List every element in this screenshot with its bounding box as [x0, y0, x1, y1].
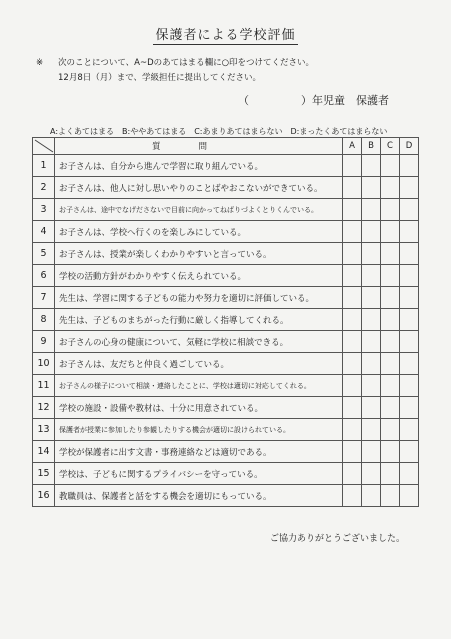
question-text: 先生は、学習に関する子どもの能力や努力を適切に評価している。 [55, 287, 343, 309]
table-row [33, 155, 419, 177]
question-number: 9 [33, 331, 55, 353]
question-text: 教職員は、保護者と話をする機会を適切にもっている。 [55, 485, 343, 507]
table-row [33, 353, 419, 375]
grade-close-paren: ） [301, 94, 312, 107]
answer-cell-a[interactable] [343, 287, 362, 309]
answer-cell-b[interactable] [362, 177, 381, 199]
answer-cell-d[interactable] [400, 265, 419, 287]
answer-cell-a[interactable] [343, 397, 362, 419]
header-col-c: C [381, 138, 400, 155]
table-row [33, 265, 419, 287]
table-header-row [33, 138, 419, 155]
table-row [33, 309, 419, 331]
answer-cell-c[interactable] [381, 441, 400, 463]
answer-cell-c[interactable] [381, 375, 400, 397]
header-question: 質問 [55, 138, 343, 155]
header-col-d: D [400, 138, 419, 155]
question-text: 学校は、子どもに関するプライバシーを守っている。 [55, 463, 343, 485]
question-text: お子さんの様子について相談・連絡したことに、学校は適切に対応してくれる。 [55, 375, 343, 397]
answer-cell-a[interactable] [343, 199, 362, 221]
answer-cell-b[interactable] [362, 265, 381, 287]
answer-cell-d[interactable] [400, 221, 419, 243]
header-corner-cell [33, 138, 55, 155]
answer-cell-b[interactable] [362, 485, 381, 507]
question-text: 学校の活動方針がわかりやすく伝えられている。 [55, 265, 343, 287]
answer-cell-a[interactable] [343, 221, 362, 243]
question-text: 先生は、子どものまちがった行動に厳しく指導してくれる。 [55, 309, 343, 331]
answer-cell-b[interactable] [362, 287, 381, 309]
question-number: 10 [33, 353, 55, 375]
instruction-line-2: 12月8日（月）まで、学級担任に提出してください。 [58, 73, 262, 83]
question-text: 学校が保護者に出す文書・事務連絡などは適切である。 [55, 441, 343, 463]
table-row [33, 287, 419, 309]
question-number: 14 [33, 441, 55, 463]
table-row [33, 419, 419, 441]
question-text: 保護者が授業に参加したり参観したりする機会が適切に設けられている。 [55, 419, 343, 441]
answer-cell-a[interactable] [343, 155, 362, 177]
answer-cell-c[interactable] [381, 419, 400, 441]
answer-cell-d[interactable] [400, 177, 419, 199]
question-number: 7 [33, 287, 55, 309]
answer-cell-a[interactable] [343, 419, 362, 441]
answer-cell-b[interactable] [362, 199, 381, 221]
question-number: 5 [33, 243, 55, 265]
table-row [33, 199, 419, 221]
note-mark: ※ [36, 58, 44, 68]
answer-cell-c[interactable] [381, 155, 400, 177]
header-col-b: B [362, 138, 381, 155]
answer-cell-b[interactable] [362, 441, 381, 463]
table-row [33, 441, 419, 463]
question-number: 8 [33, 309, 55, 331]
question-text: 学校の施設・設備や教材は、十分に用意されている。 [55, 397, 343, 419]
table-row [33, 243, 419, 265]
answer-cell-b[interactable] [362, 397, 381, 419]
table-row [33, 375, 419, 397]
question-number: 4 [33, 221, 55, 243]
answer-cell-a[interactable] [343, 177, 362, 199]
question-number: 13 [33, 419, 55, 441]
answer-cell-a[interactable] [343, 265, 362, 287]
question-text: お子さんは、友だちと仲良く過ごしている。 [55, 353, 343, 375]
table-row [33, 177, 419, 199]
answer-cell-a[interactable] [343, 463, 362, 485]
answer-cell-a[interactable] [343, 485, 362, 507]
answer-cell-a[interactable] [343, 331, 362, 353]
answer-cell-c[interactable] [381, 287, 400, 309]
question-number: 2 [33, 177, 55, 199]
grade-field[interactable] [238, 92, 389, 108]
question-text: お子さんは、自分から進んで学習に取り組んでいる。 [55, 155, 343, 177]
answer-cell-c[interactable] [381, 265, 400, 287]
answer-cell-b[interactable] [362, 221, 381, 243]
answer-cell-d[interactable] [400, 419, 419, 441]
question-number: 15 [33, 463, 55, 485]
form-title-text: 保護者による学校評価 [155, 28, 296, 43]
answer-cell-b[interactable] [362, 353, 381, 375]
answer-cell-d[interactable] [400, 155, 419, 177]
diagonal-slash [33, 138, 55, 154]
answer-cell-d[interactable] [400, 375, 419, 397]
question-text: お子さんは、授業が楽しくわかりやすいと言っている。 [55, 243, 343, 265]
answer-cell-c[interactable] [381, 243, 400, 265]
answer-cell-b[interactable] [362, 375, 381, 397]
question-number: 11 [33, 375, 55, 397]
answer-cell-d[interactable] [400, 331, 419, 353]
question-text: お子さんは、学校へ行くのを楽しみにしている。 [55, 221, 343, 243]
answer-cell-d[interactable] [400, 309, 419, 331]
answer-cell-d[interactable] [400, 463, 419, 485]
answer-cell-d[interactable] [400, 287, 419, 309]
table-row [33, 397, 419, 419]
answer-cell-c[interactable] [381, 199, 400, 221]
answer-cell-b[interactable] [362, 243, 381, 265]
answer-cell-b[interactable] [362, 309, 381, 331]
answer-cell-b[interactable] [362, 463, 381, 485]
question-number: 12 [33, 397, 55, 419]
answer-cell-c[interactable] [381, 463, 400, 485]
grade-open-paren: （ [238, 94, 249, 107]
answer-cell-b[interactable] [362, 155, 381, 177]
table-row [33, 331, 419, 353]
instruction-text-1: 次のことについて、A~Dのあてはまる欄に○印をつけてください。 [58, 58, 315, 68]
answer-cell-d[interactable] [400, 397, 419, 419]
answer-cell-c[interactable] [381, 353, 400, 375]
table-row [33, 221, 419, 243]
rating-legend: A:よくあてはまる B:ややあてはまる C:あまりあてはまらない D:まったくあてはまらない [50, 127, 388, 136]
question-number: 1 [33, 155, 55, 177]
answer-cell-c[interactable] [381, 331, 400, 353]
answer-cell-c[interactable] [381, 309, 400, 331]
question-text: お子さんの心身の健康について、気軽に学校に相談できる。 [55, 331, 343, 353]
answer-cell-d[interactable] [400, 243, 419, 265]
answer-cell-c[interactable] [381, 485, 400, 507]
closing-message: ご協力ありがとうございました。 [270, 534, 406, 544]
question-text: お子さんは、他人に対し思いやりのことばやおこないができている。 [55, 177, 343, 199]
answer-cell-c[interactable] [381, 177, 400, 199]
answer-cell-d[interactable] [400, 485, 419, 507]
question-number: 16 [33, 485, 55, 507]
table-row [33, 485, 419, 507]
answer-cell-d[interactable] [400, 353, 419, 375]
question-text: お子さんは、途中でなげださないで目前に向かってねばりづよくとりくんでいる。 [55, 199, 343, 221]
evaluation-table [32, 137, 419, 507]
table-row [33, 463, 419, 485]
question-number: 6 [33, 265, 55, 287]
grade-suffix: 年児童 保護者 [312, 94, 389, 107]
answer-cell-a[interactable] [343, 441, 362, 463]
answer-cell-a[interactable] [343, 353, 362, 375]
question-number: 3 [33, 199, 55, 221]
answer-cell-a[interactable] [343, 243, 362, 265]
answer-cell-d[interactable] [400, 441, 419, 463]
answer-cell-b[interactable] [362, 331, 381, 353]
form-title [0, 24, 451, 43]
instruction-line-1 [36, 56, 314, 68]
answer-cell-c[interactable] [381, 221, 400, 243]
answer-cell-d[interactable] [400, 199, 419, 221]
answer-cell-c[interactable] [381, 397, 400, 419]
answer-cell-a[interactable] [343, 309, 362, 331]
header-col-a: A [343, 138, 362, 155]
answer-cell-a[interactable] [343, 375, 362, 397]
answer-cell-b[interactable] [362, 419, 381, 441]
